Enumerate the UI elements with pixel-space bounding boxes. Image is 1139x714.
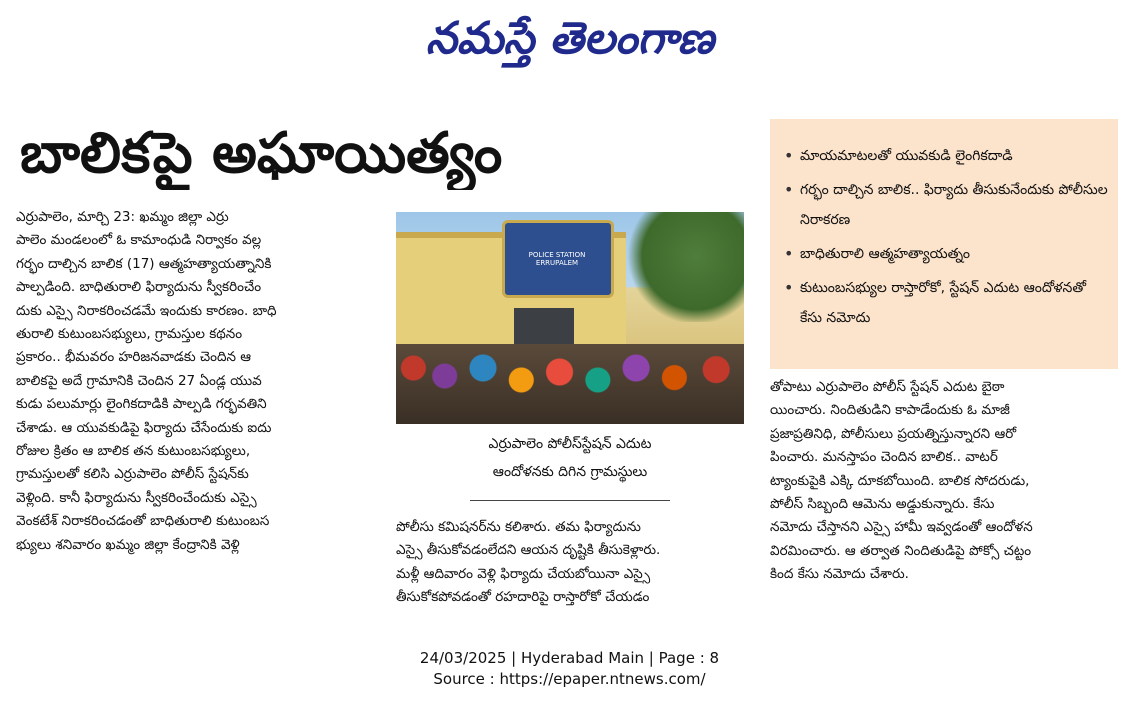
newspaper-masthead: నమస్తే తెలంగాణ bbox=[425, 13, 715, 64]
text-line: తోపాటు ఎర్రుపాలెం పోలీస్ స్టేషన్ ఎదుట బైఠా bbox=[770, 379, 1005, 395]
photo-caption bbox=[396, 430, 744, 494]
highlight-text: గర్భం దాల్చిన బాలిక.. ఫిర్యాదు తీసుకునేందుకు పోలీసుల నిరాకరణ bbox=[800, 182, 1108, 228]
text-line: మళ్లీ ఆదివారం వెళ్లి ఫిర్యాదు చేయబోయినా ఎస్సై bbox=[396, 565, 651, 582]
text-line: గర్భం దాల్చిన బాలిక (17) ఆత్మహత్యాయత్నానికి bbox=[16, 255, 272, 272]
text-line: విరమించారు. ఆ తర్వాత నిందితుడిపై పోక్సో చట్టం bbox=[770, 542, 1032, 559]
highlight-item bbox=[782, 175, 1108, 235]
highlight-text: మాయమాటలతో యువకుడి లైంగికదాడి bbox=[800, 148, 1013, 164]
news-photo bbox=[396, 212, 744, 424]
bullet-icon: • bbox=[784, 244, 794, 263]
bullet-icon: • bbox=[784, 278, 794, 297]
text-line: పోలీసు కమిషనర్‌ను కలిశారు. తమ ఫిర్యాదును bbox=[396, 519, 641, 535]
text-line: పోలీస్ సిబ్బంది ఆమెను అడ్డుకున్నారు. కేసు bbox=[770, 496, 995, 513]
article-column-2 bbox=[396, 516, 752, 631]
highlight-text: కుటుంబసభ్యుల రాస్తారోకో, స్టేషన్ ఎదుట ఆందోళనతో కేసు నమోదు bbox=[800, 280, 1087, 326]
page-footer bbox=[0, 648, 1139, 690]
source-link[interactable]: Source : https://epaper.ntnews.com/ bbox=[433, 670, 706, 688]
text-line: నమోదు చేస్తానని ఎస్సై హామీ ఇవ్వడంతో ఆందోళన bbox=[770, 519, 1033, 536]
text-line: భ్యులు శనివారం ఖమ్మం జిల్లా కేంద్రానికి వెళ్లి bbox=[16, 536, 240, 553]
highlight-item bbox=[782, 273, 1108, 333]
text-line: దుకు ఎస్సై నిరాకరించడమే ఇందుకు కారణం. బాధి bbox=[16, 302, 277, 319]
text-line: ఎర్రుపాలెం, మార్చి 23: ఖమ్మం జిల్లా ఎర్రు bbox=[16, 209, 229, 225]
text-line: ఎస్సై తీసుకోవడంలేదని ఆయన దృష్టికి తీసుకెళ్లారు. bbox=[396, 542, 661, 559]
text-line: వెళ్లింది. కానీ ఫిర్యాదును స్వీకరించేందుకు ఎస్సై bbox=[16, 489, 257, 506]
text-line: బాలికపై అదే గ్రామానికి చెందిన 27 ఏండ్ల యువ bbox=[16, 372, 262, 389]
text-line: కుడు పలుమార్లు లైంగికదాడికి పాల్పడి గర్భవతిని bbox=[16, 396, 267, 413]
text-line: చేశాడు. ఆ యువకుడిపై ఫిర్యాదు చేసేందుకు ఐదు bbox=[16, 419, 272, 436]
text-line: యించారు. నిందితుడిని కాపాడేందుకు ఓ మాజీ bbox=[770, 402, 1010, 419]
protesting-crowd bbox=[396, 344, 744, 424]
caption-divider bbox=[470, 500, 670, 501]
text-line: రోజుల క్రితం ఆ బాలిక తన కుటుంబసభ్యులు, bbox=[16, 443, 251, 460]
text-line: పించారు. మనస్తాపం చెందిన బాలిక.. వాటర్ bbox=[770, 449, 998, 466]
edition-info: 24/03/2025 | Hyderabad Main | Page : 8 bbox=[419, 649, 720, 667]
text-line: తీసుకోకపోవడంతో రహదారిపై రాస్తారోకో చేయడం bbox=[396, 589, 650, 606]
police-station-sign bbox=[502, 220, 614, 298]
tree-foliage bbox=[624, 212, 744, 322]
text-line: తురాలి కుటుంబసభ్యులు, గ్రామస్తుల కథనం bbox=[16, 326, 243, 343]
article-headline: బాలికపై అఘాయిత్యం bbox=[20, 121, 503, 186]
highlight-item bbox=[782, 141, 1108, 171]
text-line: ట్యాంకుపైకి ఎక్కి దూకబోయింది. బాలిక సోదరుడు, bbox=[770, 472, 1030, 489]
text-line: వెంకటేశ్ నిరాకరించడంతో బాధితురాలి కుటుంబస bbox=[16, 513, 270, 530]
bullet-icon: • bbox=[784, 180, 794, 199]
text-line: పాల్పడింది. బాధితురాలి ఫిర్యాదును స్వీకరించేం bbox=[16, 279, 262, 296]
caption-line: ఎర్రుపాలెం పోలీస్‌స్టేషన్ ఎదుట bbox=[488, 436, 652, 452]
highlight-item bbox=[782, 239, 1108, 269]
article-column-1 bbox=[16, 206, 374, 631]
text-line: ప్రకారం.. భీమవరం హరిజనవాడకు చెందిన ఆ bbox=[16, 349, 252, 366]
article-column-3 bbox=[770, 376, 1120, 631]
caption-line: ఆందోళనకు దిగిన గ్రామస్థులు bbox=[492, 464, 648, 480]
highlights-box bbox=[770, 119, 1118, 369]
highlight-text: బాధితురాలి ఆత్మహత్యాయత్నం bbox=[800, 246, 970, 262]
text-line: పాలెం మండలంలో ఓ కామాంధుడి నిర్వాకం వల్ల bbox=[16, 232, 262, 249]
text-line: కింద కేసు నమోదు చేశారు. bbox=[770, 566, 909, 583]
sign-text: POLICE STATION ERRUPALEM bbox=[528, 251, 586, 267]
text-line: గ్రామస్తులతో కలిసి ఎర్రుపాలెం పోలీస్ స్టేషన్‌కు bbox=[16, 466, 249, 483]
bullet-icon: • bbox=[784, 146, 794, 165]
text-line: ప్రజాప్రతినిధి, పోలీసులు ప్రయత్నిస్తున్నారని ఆరో bbox=[770, 425, 1017, 442]
